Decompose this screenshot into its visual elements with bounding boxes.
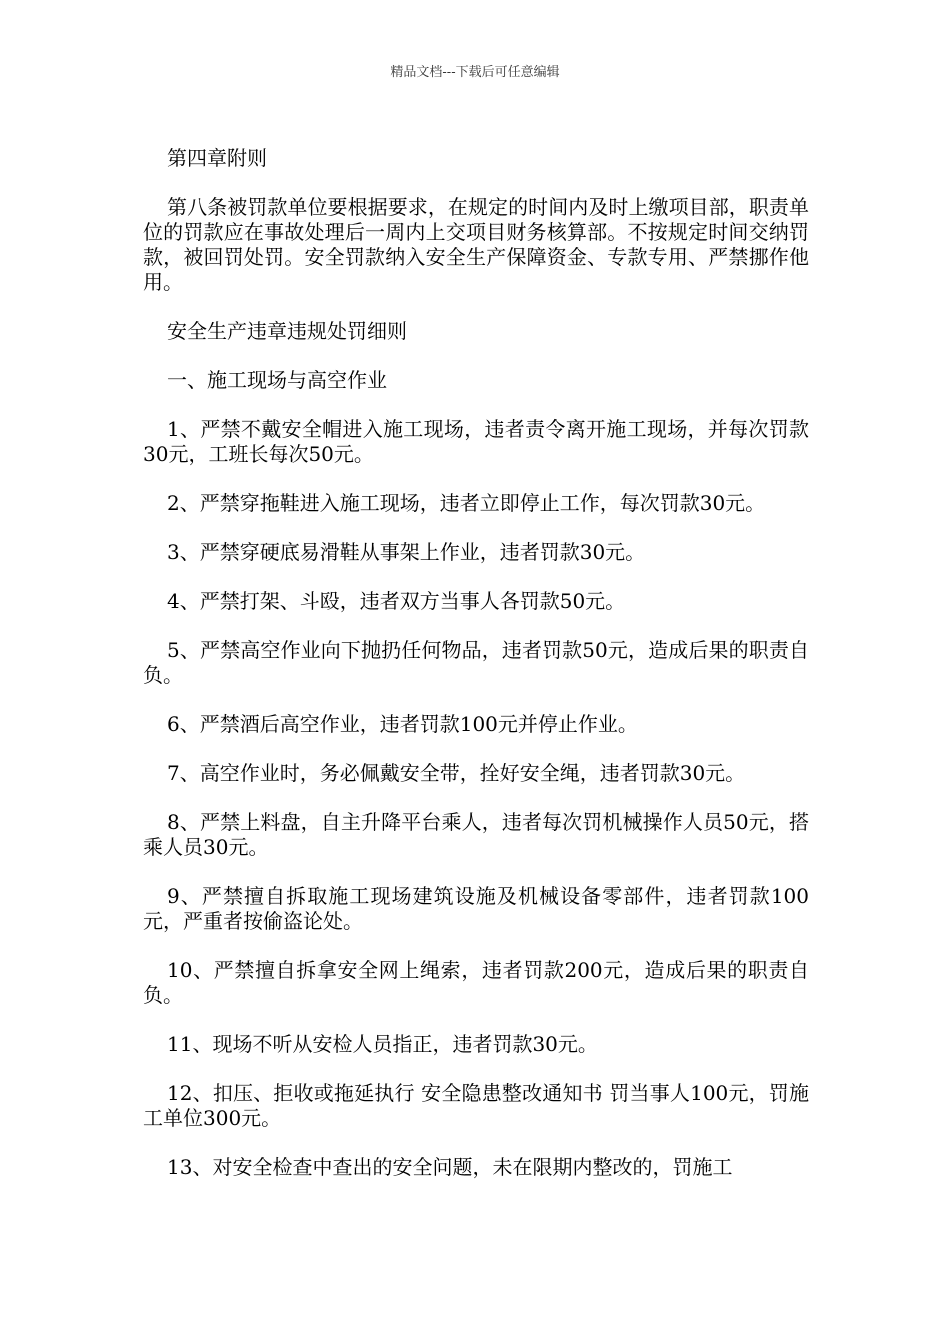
rule-item-11: 11、现场不听从安检人员指正，违者罚款30元。	[167, 1032, 598, 1056]
rules-title: 安全生产违章违规处罚细则	[167, 319, 407, 343]
document-body	[143, 146, 809, 1204]
article-8-paragraph: 第八条被罚款单位要根据要求，在规定的时间内及时上缴项目部，职责单位的罚款应在事故处理后一周内上交项目财务核算部。不按规定时间交纳罚款，被回罚处罚。安全罚款纳入安全生产保障资金、专款专用、严禁挪作他用。	[143, 195, 809, 294]
rule-item-6: 6、严禁酒后高空作业，违者罚款100元并停止作业。	[167, 712, 638, 736]
section-1-title: 一、施工现场与高空作业	[167, 368, 387, 392]
rule-item-1: 1、严禁不戴安全帽进入施工现场，违者责令离开施工现场，并每次罚款30元，工班长每次50元。	[143, 417, 809, 466]
rule-item-12: 12、扣压、拒收或拖延执行 安全隐患整改通知书 罚当事人100元，罚施工单位300元。	[143, 1081, 809, 1130]
chapter-title: 第四章附则	[167, 146, 267, 170]
rule-item-7: 7、高空作业时，务必佩戴安全带，拴好安全绳，违者罚款30元。	[167, 761, 746, 785]
rule-item-2: 2、严禁穿拖鞋进入施工现场，违者立即停止工作，每次罚款30元。	[167, 491, 766, 515]
rule-item-4: 4、严禁打架、斗殴，违者双方当事人各罚款50元。	[167, 589, 626, 613]
rule-item-8: 8、严禁上料盘，自主升降平台乘人，违者每次罚机械操作人员50元，搭乘人员30元。	[143, 810, 809, 859]
rule-item-9: 9、严禁擅自拆取施工现场建筑设施及机械设备零部件，违者罚款100元，严重者按偷盗论处。	[143, 884, 809, 933]
page-header: 精品文档---下载后可任意编辑	[390, 65, 560, 80]
rule-item-13: 13、对安全检查中查出的安全问题，未在限期内整改的，罚施工	[167, 1155, 733, 1179]
rule-item-3: 3、严禁穿硬底易滑鞋从事架上作业，违者罚款30元。	[167, 540, 646, 564]
rule-item-5: 5、严禁高空作业向下抛扔任何物品，违者罚款50元，造成后果的职责自负。	[143, 638, 809, 687]
rule-item-10: 10、严禁擅自拆拿安全网上绳索，违者罚款200元，造成后果的职责自负。	[143, 958, 809, 1007]
